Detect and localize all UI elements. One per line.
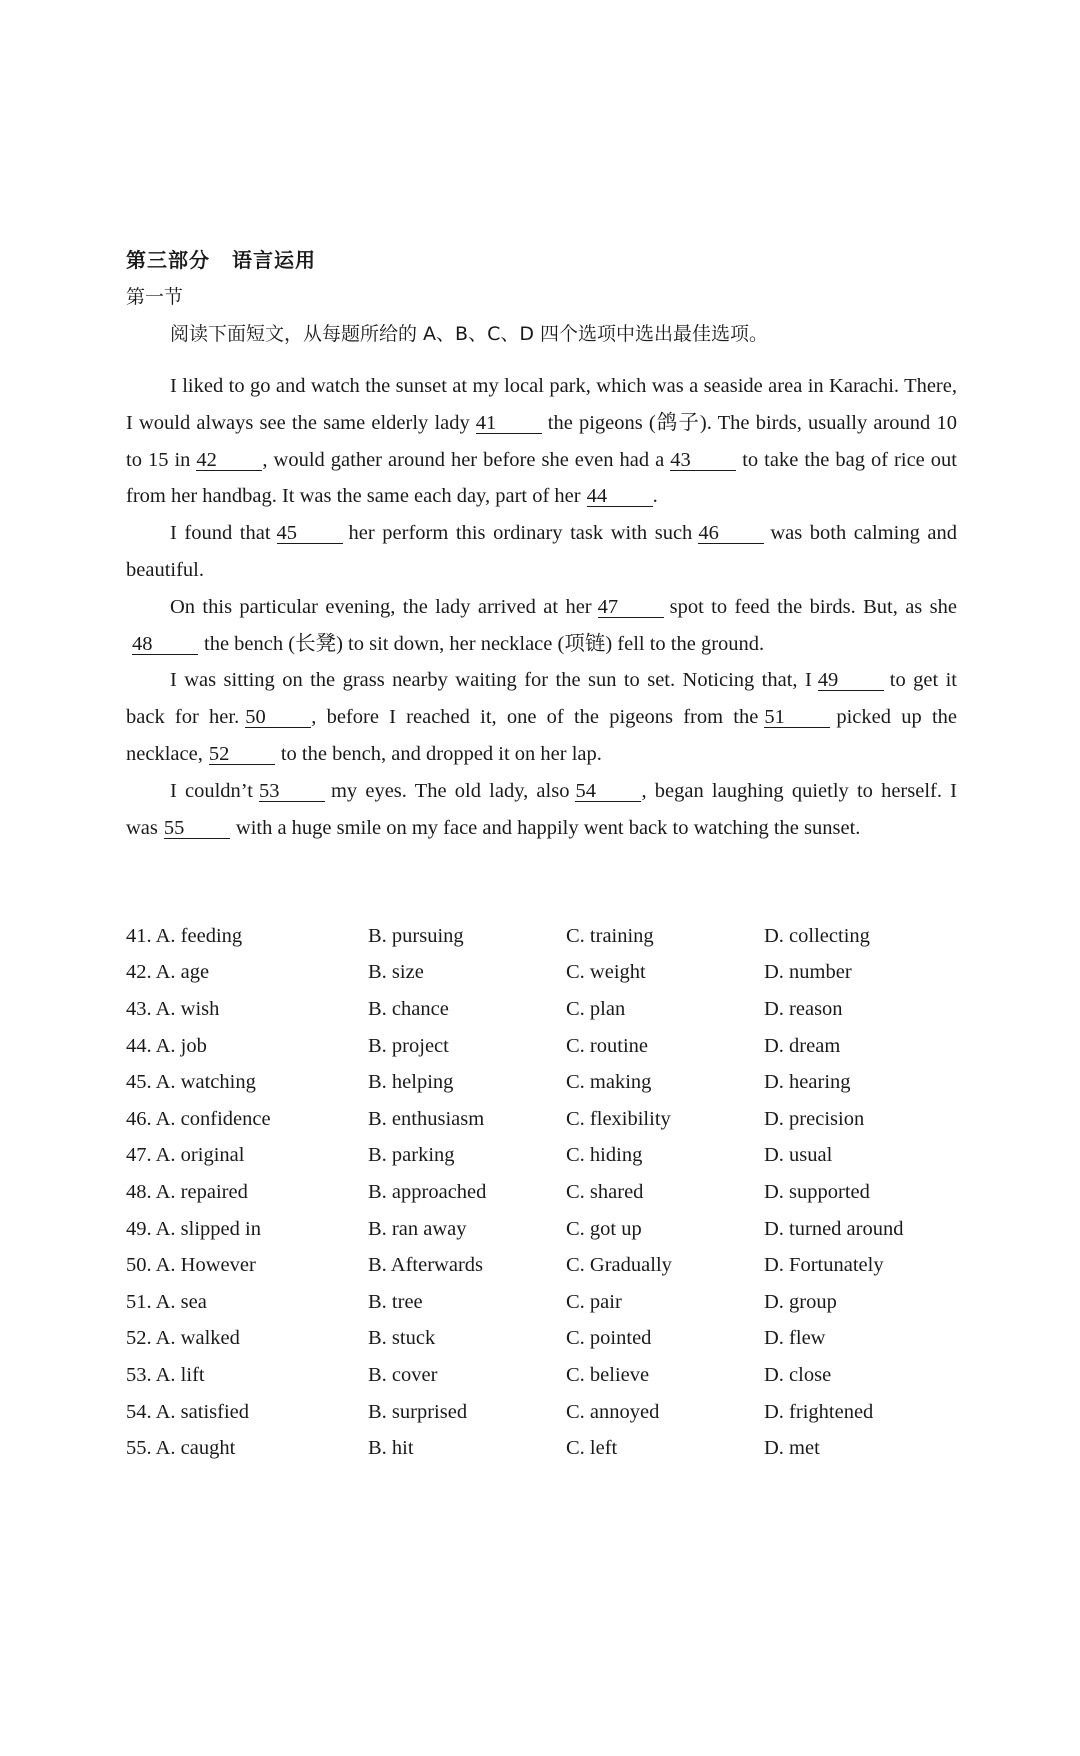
option-d	[764, 1291, 964, 1314]
option-c	[566, 1364, 764, 1387]
option-text: A. confidence	[155, 1107, 271, 1130]
passage-text: On this particular evening, the lady arrived at her	[170, 595, 592, 618]
option-d	[764, 998, 964, 1021]
passage-text: the bench (长凳) to sit down, her necklace (项链) fell to the ground.	[204, 632, 765, 655]
option-b	[368, 1401, 566, 1424]
question-row	[126, 1174, 986, 1211]
option-b	[368, 1327, 566, 1350]
question-row	[126, 1247, 986, 1284]
option-text: D. turned around	[764, 1217, 904, 1240]
question-row	[126, 955, 986, 992]
section-heading: 第一节	[126, 286, 184, 308]
passage-text: her perform this ordinary task with such	[348, 522, 693, 545]
question-row	[126, 1284, 986, 1321]
option-text: A. slipped in	[155, 1217, 261, 1240]
question-row	[126, 1321, 986, 1358]
question-row	[126, 918, 986, 955]
option-b	[368, 1254, 566, 1277]
option-b	[368, 998, 566, 1021]
option-b	[368, 1144, 566, 1167]
option-text: D. usual	[764, 1144, 833, 1167]
passage-paragraph	[126, 662, 957, 772]
option-text: A. original	[155, 1144, 245, 1167]
option-c	[566, 1181, 764, 1204]
option-text: D. supported	[764, 1180, 870, 1203]
blank-50: 50	[245, 707, 311, 728]
option-text: C. training	[566, 924, 654, 947]
question-number: 52.	[126, 1327, 152, 1350]
option-text: D. reason	[764, 997, 843, 1020]
question-number: 43.	[126, 997, 152, 1020]
option-text: C. weight	[566, 961, 646, 984]
passage-text: to get it back for her.	[126, 669, 958, 729]
option-text: C. routine	[566, 1034, 648, 1057]
option-d	[764, 925, 964, 948]
option-text: B. pursuing	[368, 924, 464, 947]
question-number: 42.	[126, 961, 152, 984]
option-text: C. hiding	[566, 1144, 643, 1167]
option-text: C. pointed	[566, 1327, 652, 1350]
option-a	[126, 1437, 368, 1460]
option-text: A. sea	[155, 1290, 207, 1313]
passage-text: , began laughing quietly to herself. I was	[126, 779, 957, 839]
option-b	[368, 1291, 566, 1314]
passage-text: to take the bag of rice out from her handbag. It was the same each day, part of her	[126, 448, 957, 508]
option-d	[764, 1181, 964, 1204]
option-a	[126, 1071, 368, 1094]
option-text: B. ran away	[368, 1217, 467, 1240]
question-row	[126, 1430, 986, 1467]
option-a	[126, 1035, 368, 1058]
blank-51: 51	[764, 707, 830, 728]
option-d	[764, 1401, 964, 1424]
passage-paragraph	[126, 773, 957, 847]
option-a	[126, 1327, 368, 1350]
option-text: D. Fortunately	[764, 1254, 884, 1277]
option-text: C. flexibility	[566, 1107, 671, 1130]
option-text: B. enthusiasm	[368, 1107, 485, 1130]
option-b	[368, 1071, 566, 1094]
question-number: 44.	[126, 1034, 152, 1057]
option-c	[566, 1144, 764, 1167]
question-number: 41.	[126, 924, 152, 947]
option-text: A. watching	[155, 1071, 256, 1094]
blank-45: 45	[277, 523, 343, 544]
option-a	[126, 1218, 368, 1241]
passage-text: the pigeons (鸽子). The birds, usually around 10 to 15 in	[126, 411, 957, 471]
option-a	[126, 1144, 368, 1167]
option-text: C. believe	[566, 1363, 650, 1386]
option-a	[126, 1181, 368, 1204]
question-number: 54.	[126, 1400, 152, 1423]
passage-text: to the bench, and dropped it on her lap.	[280, 742, 602, 765]
option-d	[764, 961, 964, 984]
option-c	[566, 1401, 764, 1424]
part-title-sub: 语言运用	[232, 248, 316, 272]
option-d	[764, 1437, 964, 1460]
option-text: B. hit	[368, 1437, 414, 1460]
option-text: B. stuck	[368, 1327, 436, 1350]
question-number: 47.	[126, 1144, 152, 1167]
option-text: A. caught	[155, 1437, 236, 1460]
option-d	[764, 1364, 964, 1387]
option-text: B. project	[368, 1034, 449, 1057]
passage-text: , would gather around her before she even had a	[262, 448, 665, 471]
instruction-text: 阅读下面短文，从每题所给的 A、B、C、D 四个选项中选出最佳选项。	[170, 323, 769, 345]
option-c	[566, 961, 764, 984]
blank-48: 48	[132, 634, 198, 655]
option-c	[566, 1218, 764, 1241]
option-text: A. satisfied	[155, 1400, 249, 1423]
option-text: D. close	[764, 1363, 832, 1386]
option-text: A. feeding	[155, 924, 243, 947]
option-c	[566, 1071, 764, 1094]
question-row	[126, 1357, 986, 1394]
passage-paragraph	[126, 515, 957, 589]
option-text: C. Gradually	[566, 1254, 672, 1277]
option-text: B. chance	[368, 997, 449, 1020]
passage-paragraph	[126, 589, 957, 663]
blank-42: 42	[196, 450, 262, 471]
option-text: A. However	[155, 1254, 256, 1277]
blank-41: 41	[476, 413, 542, 434]
blank-53: 53	[259, 781, 325, 802]
option-b	[368, 1437, 566, 1460]
option-a	[126, 1108, 368, 1131]
option-d	[764, 1327, 964, 1350]
option-text: D. frightened	[764, 1400, 874, 1423]
option-a	[126, 998, 368, 1021]
blank-52: 52	[209, 744, 275, 765]
option-text: C. left	[566, 1437, 618, 1460]
option-text: B. cover	[368, 1363, 438, 1386]
option-text: C. pair	[566, 1290, 622, 1313]
options-list	[126, 918, 986, 1467]
question-number: 45.	[126, 1071, 152, 1094]
option-a	[126, 961, 368, 984]
passage-text: with a huge smile on my face and happily went back to watching the sunset.	[235, 816, 861, 839]
option-text: D. collecting	[764, 924, 870, 947]
option-text: A. age	[155, 961, 210, 984]
passage-text: I liked to go and watch the sunset at my local park, which was a seaside area in Karachi. There, I would always see the same elderly lady	[126, 375, 957, 434]
passage-text: I couldn’t	[170, 779, 253, 802]
option-text: C. making	[566, 1071, 652, 1094]
part-title-main: 第三部分	[126, 248, 210, 272]
question-number: 46.	[126, 1107, 152, 1130]
passage-text: spot to feed the birds. But, as she	[669, 595, 957, 618]
blank-49: 49	[818, 670, 884, 691]
option-d	[764, 1108, 964, 1131]
option-a	[126, 925, 368, 948]
option-b	[368, 1364, 566, 1387]
option-b	[368, 1035, 566, 1058]
option-text: A. wish	[155, 997, 220, 1020]
option-c	[566, 1291, 764, 1314]
option-d	[764, 1035, 964, 1058]
option-text: D. number	[764, 961, 852, 984]
question-row	[126, 1064, 986, 1101]
option-text: A. repaired	[155, 1180, 248, 1203]
option-c	[566, 1035, 764, 1058]
passage-paragraph	[126, 368, 957, 515]
blank-47: 47	[598, 597, 664, 618]
option-a	[126, 1401, 368, 1424]
blank-44: 44	[587, 486, 653, 507]
option-text: B. helping	[368, 1071, 454, 1094]
option-d	[764, 1144, 964, 1167]
blank-55: 55	[164, 818, 230, 839]
option-text: B. approached	[368, 1180, 487, 1203]
option-text: D. hearing	[764, 1071, 851, 1094]
passage-text: picked up the necklace,	[126, 706, 957, 765]
option-a	[126, 1291, 368, 1314]
question-row	[126, 991, 986, 1028]
blank-43: 43	[670, 450, 736, 471]
passage-text: I found that	[170, 522, 271, 545]
question-row	[126, 1211, 986, 1248]
option-c	[566, 1437, 764, 1460]
option-a	[126, 1364, 368, 1387]
question-number: 49.	[126, 1217, 152, 1240]
question-row	[126, 1138, 986, 1175]
cloze-passage	[126, 368, 957, 846]
option-b	[368, 1181, 566, 1204]
option-b	[368, 1218, 566, 1241]
question-number: 48.	[126, 1180, 152, 1203]
option-text: A. job	[155, 1034, 207, 1057]
option-text: B. parking	[368, 1144, 455, 1167]
option-b	[368, 961, 566, 984]
question-row	[126, 1028, 986, 1065]
part-title	[126, 244, 316, 273]
option-text: D. met	[764, 1437, 820, 1460]
option-text: C. shared	[566, 1180, 644, 1203]
option-text: A. lift	[155, 1363, 205, 1386]
option-a	[126, 1254, 368, 1277]
blank-54: 54	[575, 781, 641, 802]
option-text: B. tree	[368, 1290, 423, 1313]
option-c	[566, 998, 764, 1021]
blank-46: 46	[698, 523, 764, 544]
option-text: D. dream	[764, 1034, 841, 1057]
passage-text: .	[652, 485, 658, 508]
question-number: 50.	[126, 1254, 152, 1277]
option-c	[566, 925, 764, 948]
question-row	[126, 1101, 986, 1138]
option-d	[764, 1254, 964, 1277]
option-c	[566, 1108, 764, 1131]
question-row	[126, 1394, 986, 1431]
option-c	[566, 1327, 764, 1350]
passage-text: was both calming and beautiful.	[126, 522, 957, 581]
option-b	[368, 1108, 566, 1131]
question-number: 51.	[126, 1290, 152, 1313]
option-text: C. plan	[566, 997, 626, 1020]
option-d	[764, 1071, 964, 1094]
option-text: A. walked	[155, 1327, 240, 1350]
passage-text: , before I reached it, one of the pigeons from the	[311, 706, 759, 729]
option-text: D. flew	[764, 1327, 826, 1350]
passage-text: my eyes. The old lady, also	[330, 779, 570, 802]
option-b	[368, 925, 566, 948]
option-text: B. surprised	[368, 1400, 468, 1423]
question-number: 55.	[126, 1437, 152, 1460]
option-d	[764, 1218, 964, 1241]
option-text: D. group	[764, 1290, 837, 1313]
option-c	[566, 1254, 764, 1277]
option-text: B. Afterwards	[368, 1254, 484, 1277]
option-text: C. annoyed	[566, 1400, 660, 1423]
option-text: B. size	[368, 961, 424, 984]
question-number: 53.	[126, 1363, 152, 1386]
passage-text: I was sitting on the grass nearby waiting for the sun to set. Noticing that, I	[170, 669, 812, 692]
option-text: D. precision	[764, 1107, 865, 1130]
option-text: C. got up	[566, 1217, 642, 1240]
